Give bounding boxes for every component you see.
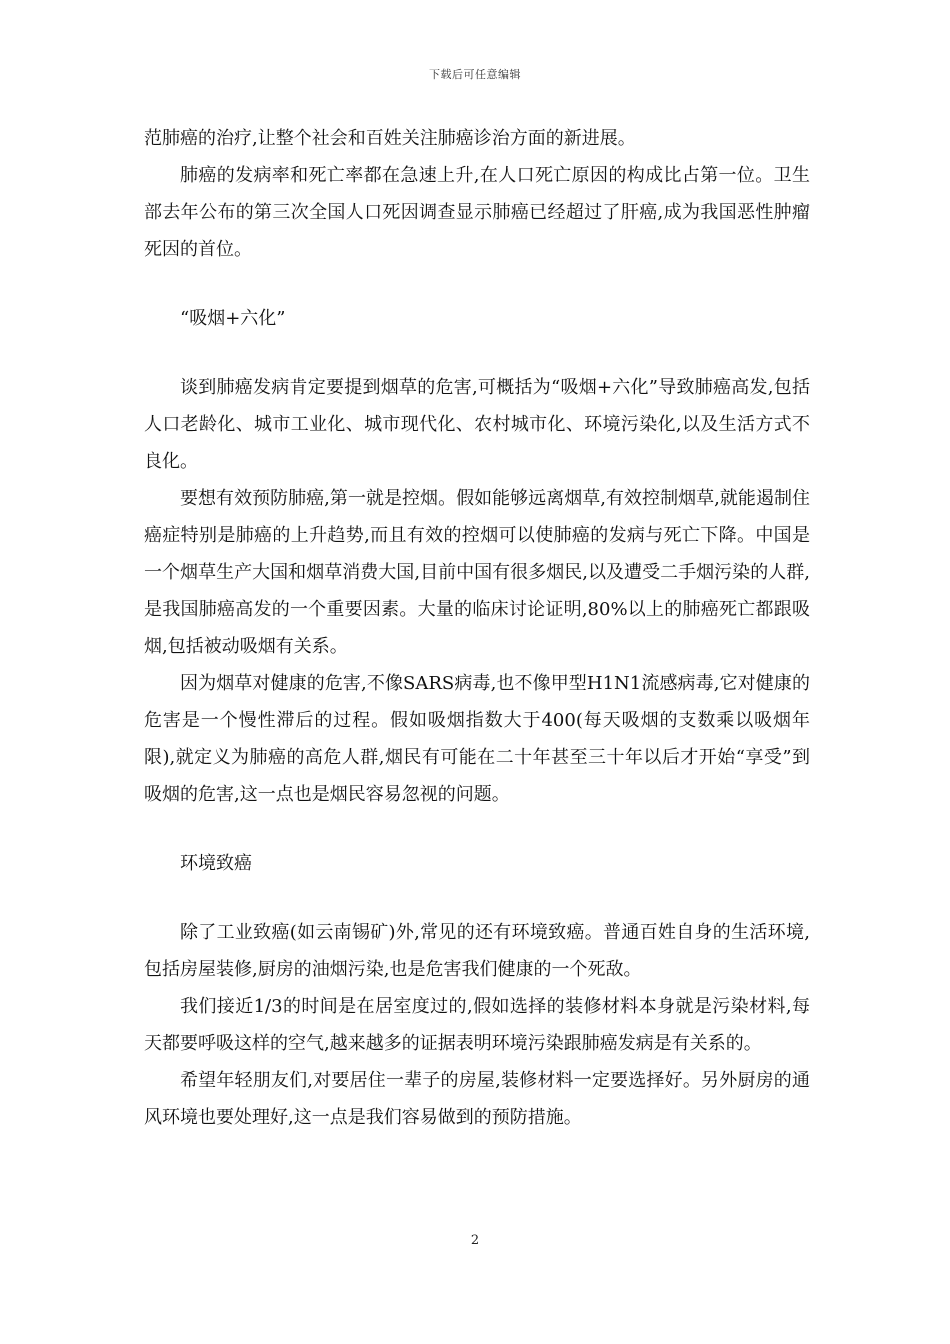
paragraph: 因为烟草对健康的危害,不像SARS病毒,也不像甲型H1N1流感病毒,它对健康的危害是一个慢性滞后的过程。假如吸烟指数大于400(每天吸烟的支数乘以吸烟年限),就定义为肺癌的高危人群,烟民有可能在二十年甚至三十年以后才开始“享受”到吸烟的危害,这一点也是烟民容易忽视的问题。 xyxy=(144,673,810,805)
paragraph: 肺癌的发病率和死亡率都在急速上升,在人口死亡原因的构成比占第一位。卫生部去年公布的第三次全国人口死因调查显示肺癌已经超过了肝癌,成为我国恶性肿瘤死因的首位。 xyxy=(144,165,810,260)
paragraph: 要想有效预防肺癌,第一就是控烟。假如能够远离烟草,有效控制烟草,就能遏制住癌症特别是肺癌的上升趋势,而且有效的控烟可以使肺癌的发病与死亡下降。中国是一个烟草生产大国和烟草消费大国,目前中国有很多烟民,以及遭受二手烟污染的人群,是我国肺癌高发的一个重要因素。大量的临床讨论证明,80%以上的肺癌死亡都跟吸烟,包括被动吸烟有关系。 xyxy=(144,488,810,657)
document-body xyxy=(144,120,810,1136)
section-heading: 环境致癌 xyxy=(180,853,252,874)
page-header: 下载后可任意编辑 xyxy=(429,68,521,81)
paragraph: 我们接近1/3的时间是在居室度过的,假如选择的装修材料本身就是污染材料,每天都要呼吸这样的空气,越来越多的证据表明环境污染跟肺癌发病是有关系的。 xyxy=(144,996,810,1054)
paragraph: 除了工业致癌(如云南锡矿)外,常见的还有环境致癌。普通百姓自身的生活环境,包括房屋装修,厨房的油烟污染,也是危害我们健康的一个死敌。 xyxy=(144,922,810,980)
section-heading: “吸烟+六化” xyxy=(180,308,286,329)
paragraph: 谈到肺癌发病肯定要提到烟草的危害,可概括为“吸烟+六化”导致肺癌高发,包括人口老龄化、城市工业化、城市现代化、农村城市化、环境污染化,以及生活方式不良化。 xyxy=(144,377,810,472)
page-number: 2 xyxy=(470,1233,480,1248)
paragraph: 希望年轻朋友们,对要居住一辈子的房屋,装修材料一定要选择好。另外厨房的通风环境也要处理好,这一点是我们容易做到的预防措施。 xyxy=(144,1070,810,1128)
paragraph: 范肺癌的治疗,让整个社会和百姓关注肺癌诊治方面的新进展。 xyxy=(144,128,636,149)
